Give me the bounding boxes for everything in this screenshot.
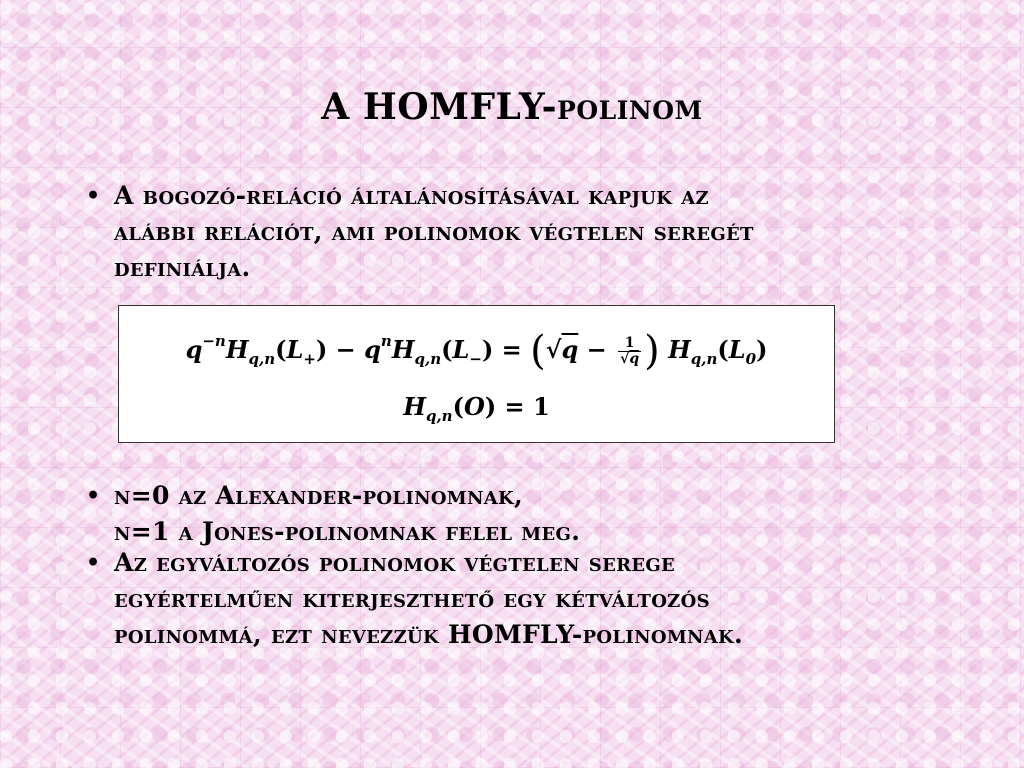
bullet-dot: • <box>86 183 101 209</box>
bullet-item <box>86 478 580 550</box>
bullet-item <box>86 178 754 286</box>
bullet-line: n=1 a Jones-polinomnak felel meg. <box>114 517 581 546</box>
bullet-dot: • <box>86 483 101 509</box>
formula-box <box>118 305 835 443</box>
slide-title: A HOMFLY-polinom <box>321 86 703 128</box>
bullet-line: egyértelműen kiterjeszthető egy kétváltozós <box>114 584 710 613</box>
bullet-item <box>86 545 743 653</box>
bullet-line: definiálja. <box>114 253 251 282</box>
bullet-dot: • <box>86 550 101 576</box>
bullet-line: n=0 az Alexander-polinomnak, <box>114 481 524 510</box>
bullet-line: alábbi relációt, ami polinomok végtelen seregét <box>114 217 754 246</box>
bullet-line: polinommá, ezt nevezzük HOMFLY-polinomnak. <box>114 620 744 649</box>
homfly-skein-relation: $q^{-n}H_{q,n}(L_+) - q^nH_{q,n}(L_-) = (√q$ − $\frac{1}{√q}$ ) $H_{q,n}(L_0)$ <box>185 328 768 374</box>
bullet-line: A bogozó-reláció általánosításával kapjuk az <box>114 181 709 210</box>
bullet-line: Az egyváltozós polinomok végtelen serege <box>114 548 676 577</box>
homfly-normalization: $H_{q,n}(O) = 1$ <box>403 392 550 425</box>
